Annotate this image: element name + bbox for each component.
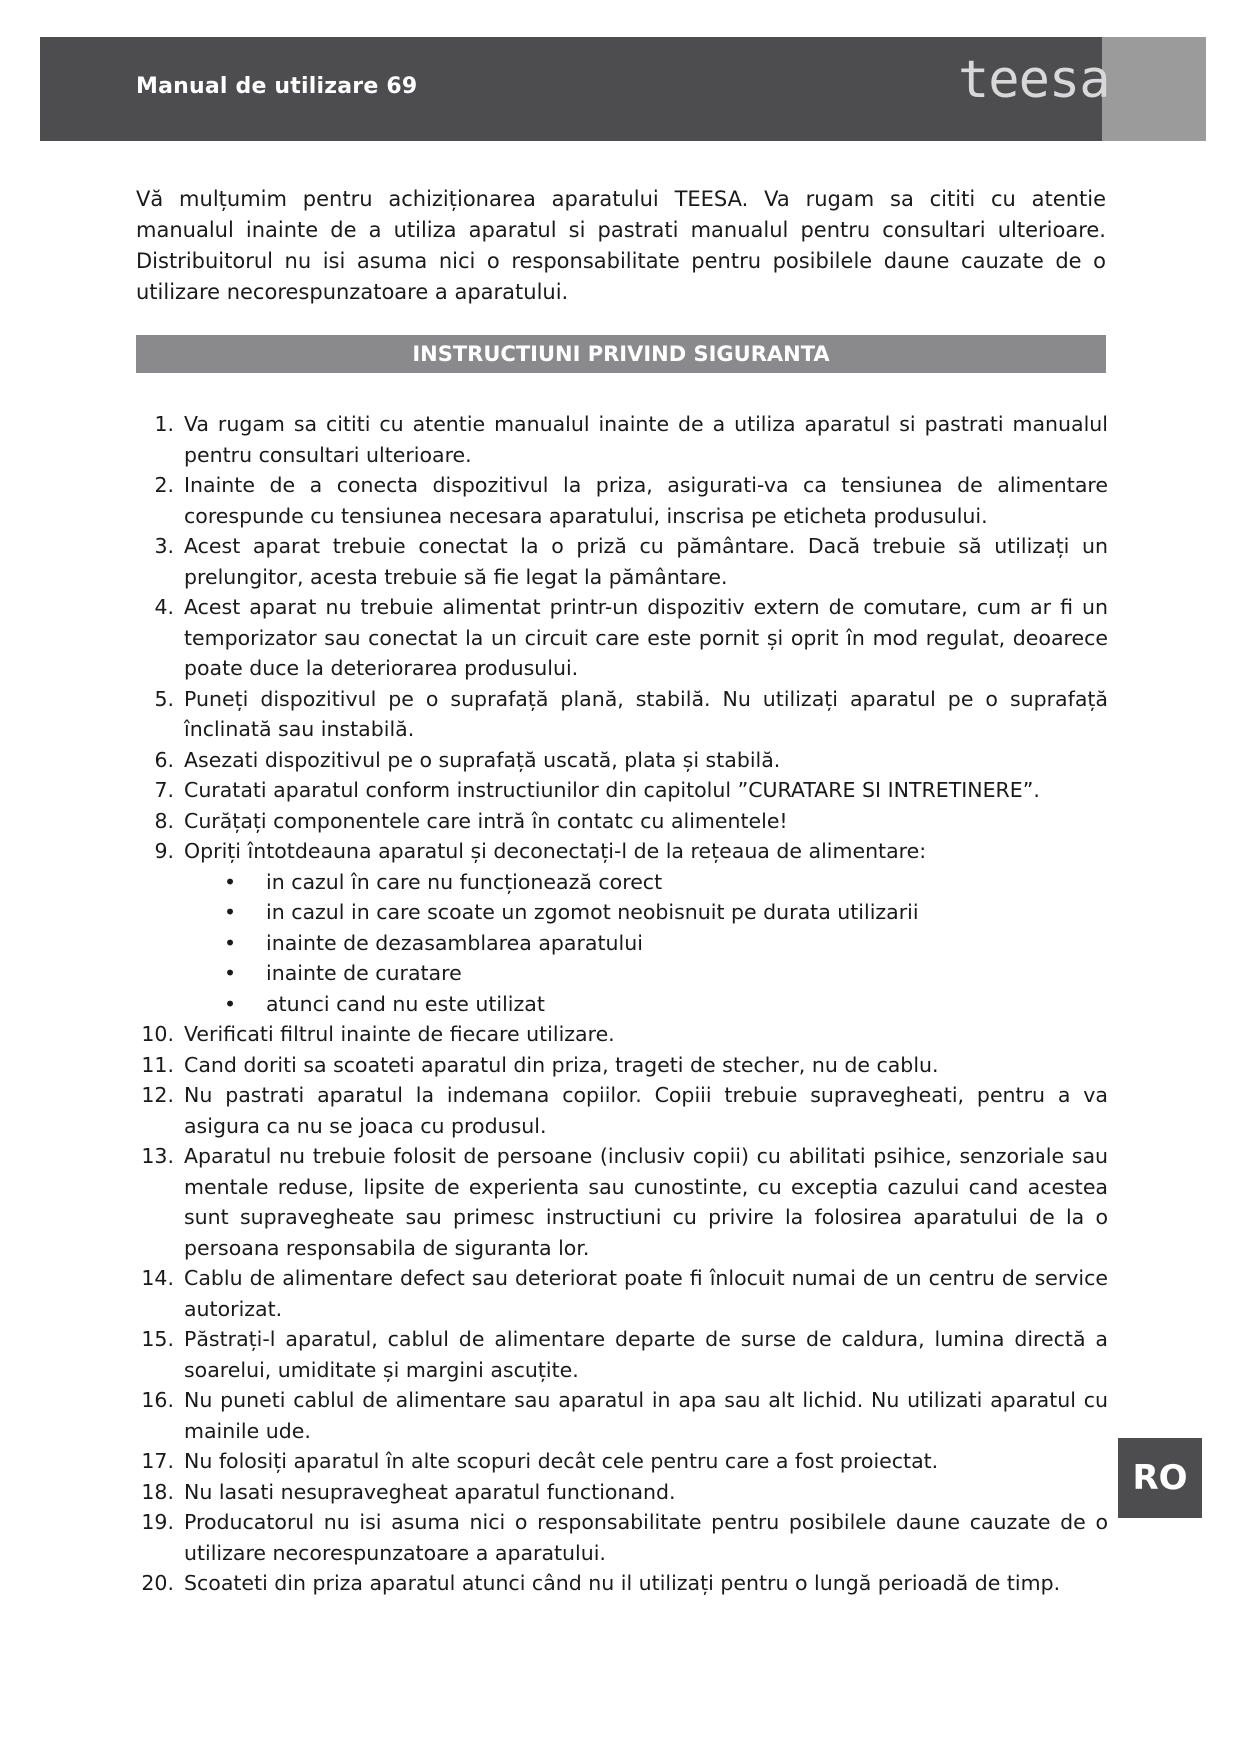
item-number: 3. <box>154 534 174 558</box>
section-heading: INSTRUCTIUNI PRIVIND SIGURANTA <box>136 335 1106 373</box>
bullet-item <box>224 928 1108 959</box>
list-item <box>136 531 1108 592</box>
item-text: Puneți dispozitivul pe o suprafață plană, stabilă. Nu utilizați aparatul pe o suprafață înclinată sau instabilă. <box>184 686 1108 741</box>
item-number: 19. <box>141 1510 174 1534</box>
bullet-item <box>224 958 1108 989</box>
item-number: 12. <box>141 1083 174 1107</box>
item-text: Acest aparat nu trebuie alimentat printr-un dispozitiv extern de comutare, cum ar fi un temporizator sau conectat la un circuit care este pornit și oprit în mod regulat, deoarece poate duce la deteriorarea produsului. <box>184 595 1108 680</box>
item-text: Cablu de alimentare defect sau deteriorat poate fi înlocuit numai de un centru de service autorizat. <box>184 1266 1108 1321</box>
language-tab: RO <box>1118 1438 1202 1518</box>
item-number: 13. <box>141 1144 174 1168</box>
list-item <box>136 1507 1108 1568</box>
list-item <box>136 684 1108 745</box>
item-text: Opriți întotdeauna aparatul și deconectați-l de la rețeaua de alimentare: <box>184 839 927 863</box>
item-text: Acest aparat trebuie conectat la o priză cu pământare. Dacă trebuie să utilizați un prelungitor, acesta trebuie să fie legat la pământare. <box>184 534 1108 589</box>
item-text: Curățați componentele care intră în contatc cu alimentele! <box>184 808 788 833</box>
item-number: 17. <box>141 1449 174 1473</box>
item-text: Cand doriti sa scoateti aparatul din priza, trageti de stecher, nu de cablu. <box>184 1052 939 1077</box>
list-item <box>136 775 1108 806</box>
item-text: Inainte de a conecta dispozitivul la priza, asigurati-va ca tensiunea de alimentare corespunde cu tensiunea necesara aparatului, inscrisa pe eticheta produsului. <box>184 473 1108 528</box>
list-item <box>136 470 1108 531</box>
item-text: Nu pastrati aparatul la indemana copiilor. Copiii trebuie supravegheati, pentru a va asigura ca nu se joaca cu produsul. <box>184 1083 1108 1138</box>
item-text: Producatorul nu isi asuma nici o responsabilitate pentru posibilele daune cauzate de o utilizare necorespunzatoare a aparatului. <box>184 1510 1108 1565</box>
list-item <box>136 592 1108 684</box>
item-number: 11. <box>141 1052 174 1077</box>
list-item <box>136 1446 1108 1477</box>
item-text: Păstrați-l aparatul, cablul de alimentare departe de surse de caldura, lumina directă a soarelui, umiditate și margini ascuțite. <box>184 1327 1108 1382</box>
item-number: 5. <box>154 686 174 711</box>
list-item <box>136 1568 1108 1599</box>
bullet-icon: • <box>224 869 237 894</box>
item-text: Aparatul nu trebuie folosit de persoane (inclusiv copii) cu abilitati psihice, senzoriale sau mentale reduse, lipsite de experienta sau cunostinte, cu exceptia cazului cand acestea sunt supravegheate sau primesc instructiuni cu privire la folosirea aparatului de la o persoana responsabila de siguranta lor. <box>184 1144 1108 1260</box>
list-item <box>136 1385 1108 1446</box>
item-number: 18. <box>141 1479 174 1504</box>
item-number: 8. <box>154 808 174 833</box>
manual-title: Manual de utilizare 69 <box>136 74 418 99</box>
bullet-text: in cazul in care scoate un zgomot neobisnuit pe durata utilizarii <box>266 900 919 924</box>
list-item <box>136 1141 1108 1263</box>
item-number: 9. <box>154 839 174 863</box>
item-text: Nu puneti cablul de alimentare sau aparatul in apa sau alt lichid. Nu utilizati aparatul cu mainile ude. <box>184 1388 1108 1443</box>
safety-instructions-list <box>136 409 1108 1599</box>
item-text: Scoateti din priza aparatul atunci când nu il utilizați pentru o lungă perioadă de timp. <box>184 1571 1061 1595</box>
bullet-item <box>224 867 1108 898</box>
item-number: 4. <box>154 595 174 619</box>
item-text: Curatati aparatul conform instructiunilor din capitolul ”CURATARE SI INTRETINERE”. <box>184 778 1040 802</box>
list-item <box>136 1019 1108 1050</box>
item-text: Asezati dispozitivul pe o suprafață uscată, plata și stabilă. <box>184 747 781 772</box>
bullet-text: atunci cand nu este utilizat <box>266 991 545 1016</box>
list-item <box>136 1477 1108 1508</box>
intro-paragraph: Vă mulțumim pentru achiziționarea aparatului TEESA. Va rugam sa cititi cu atentie manualul inainte de a utiliza aparatul si pastrati manualul pentru consultari ulterioare. Distribuitorul nu isi asuma nici o responsabilitate pentru posibilele daune cauzate de o utilizare necorespunzatoare a aparatului. <box>136 187 1106 304</box>
bullet-text: inainte de dezasamblarea aparatului <box>266 930 643 955</box>
bullet-item <box>224 989 1108 1020</box>
bullet-icon: • <box>224 991 237 1016</box>
list-item <box>136 806 1108 837</box>
list-item <box>136 1080 1108 1141</box>
list-item <box>136 1050 1108 1081</box>
item-number: 1. <box>154 412 174 436</box>
item-text: Nu folosiți aparatul în alte scopuri decât cele pentru care a fost proiectat. <box>184 1449 939 1473</box>
item-number: 20. <box>141 1571 174 1595</box>
bullet-text: inainte de curatare <box>266 961 462 985</box>
list-item <box>136 836 1108 1019</box>
item-number: 7. <box>154 778 174 802</box>
bullet-icon: • <box>224 930 237 955</box>
list-item <box>136 1263 1108 1324</box>
bullet-icon: • <box>224 900 237 924</box>
item-text: Va rugam sa cititi cu atentie manualul inainte de a utiliza aparatul si pastrati manualul pentru consultari ulterioare. <box>184 412 1108 467</box>
bullet-item <box>224 897 1108 928</box>
item-text: Nu lasati nesupravegheat aparatul functionand. <box>184 1479 676 1504</box>
item-number: 15. <box>141 1327 174 1351</box>
teesa-logo: teesa <box>958 50 1110 110</box>
list-item <box>136 1324 1108 1385</box>
item-number: 6. <box>154 747 174 772</box>
bullet-icon: • <box>224 961 237 985</box>
bullet-text: in cazul în care nu funcționează corect <box>266 869 663 894</box>
item-number: 16. <box>141 1388 174 1412</box>
list-item <box>136 745 1108 776</box>
item-number: 2. <box>154 473 174 497</box>
item-number: 10. <box>141 1022 174 1046</box>
item-text: Verificati filtrul inainte de fiecare utilizare. <box>184 1022 615 1046</box>
disconnect-conditions-list <box>184 867 1108 1020</box>
item-number: 14. <box>141 1266 174 1290</box>
list-item <box>136 409 1108 470</box>
header-accent-block <box>1102 37 1206 141</box>
